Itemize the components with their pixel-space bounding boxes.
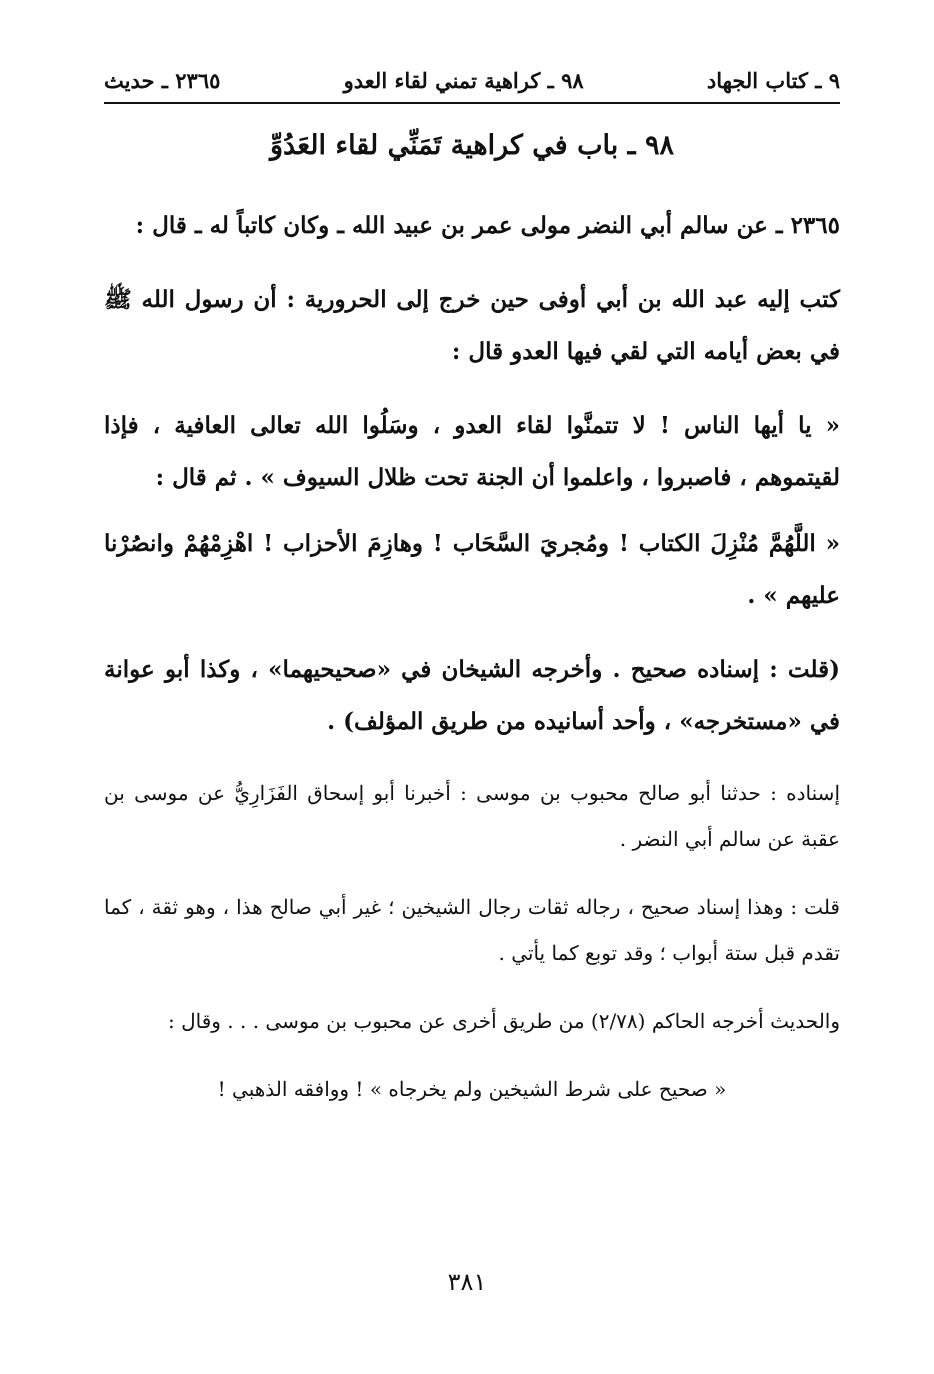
hadith-narration-paragraph: كتب إليه عبد الله بن أبي أوفى حين خرج إلى الحرورية : أن رسول الله ﷺ في بعض أيامه التي لقي فيها العدو قال : [104,286,840,365]
hadith-quote-paragraph: « يا أيها الناس ! لا تتمنَّوا لقاء العدو ، وسَلُوا الله تعالى العافية ، فإذا لقيتموهم ، فاصبروا ، واعلموا أن الجنة تحت ظلال السيوف » . ثم قال : [104,412,840,491]
page-body [104,200,840,1134]
hadith-intro-paragraph: ٢٣٦٥ ـ عن سالم أبي النضر مولى عمر بن عبيد الله ـ وكان كاتباً له ـ قال : [135,212,840,239]
header-hadith-number: ٢٣٦٥ ـ حديث [104,67,221,93]
isnad-paragraph: إسناده : حدثنا أبو صالح محبوب بن موسى : أخبرنا أبو إسحاق الفَزَارِيُّ عن موسى بن عقبة عن سالم أبي النضر . [104,781,840,851]
hadith-supplication-paragraph: « اللَّهُمَّ مُنْزِلَ الكتاب ! ومُجريَ السَّحَاب ! وهازِمَ الأحزاب ! اهْزِمْهُمْ وانصُرْنا عليهم » . [104,530,840,609]
takhrij-paragraph: والحديث أخرجه الحاكم (٢/٧٨) من طريق أخرى عن محبوب بن موسى . . . وقال : [167,1009,840,1033]
hakim-quote-paragraph: « صحيح على شرط الشيخين ولم يخرجاه » ! ووافقه الذهبي ! [217,1077,727,1101]
header-book-title: ٩ ـ كتاب الجهاد [706,67,840,93]
header-divider [104,102,840,104]
page-number: ٣٨١ [447,1268,487,1296]
running-header [104,60,840,100]
header-chapter-title: ٩٨ ـ كراهية تمني لقاء العدو [343,67,584,93]
grading-paragraph: (قلت : إسناده صحيح . وأخرجه الشيخان في «صحيحيهما» ، وكذا أبو عوانة في «مستخرجه» ، وأحد أسانيده من طريق المؤلف) . [104,656,840,735]
chapter-heading: ٩٨ ـ باب في كراهية تَمَنِّي لقاء العَدُوِّ [270,130,674,161]
commentary-paragraph: قلت : وهذا إسناد صحيح ، رجاله ثقات رجال الشيخين ؛ غير أبي صالح هذا ، وهو ثقة ، كما تقدم قبل ستة أبواب ؛ وقد توبع كما يأتي . [104,895,840,965]
